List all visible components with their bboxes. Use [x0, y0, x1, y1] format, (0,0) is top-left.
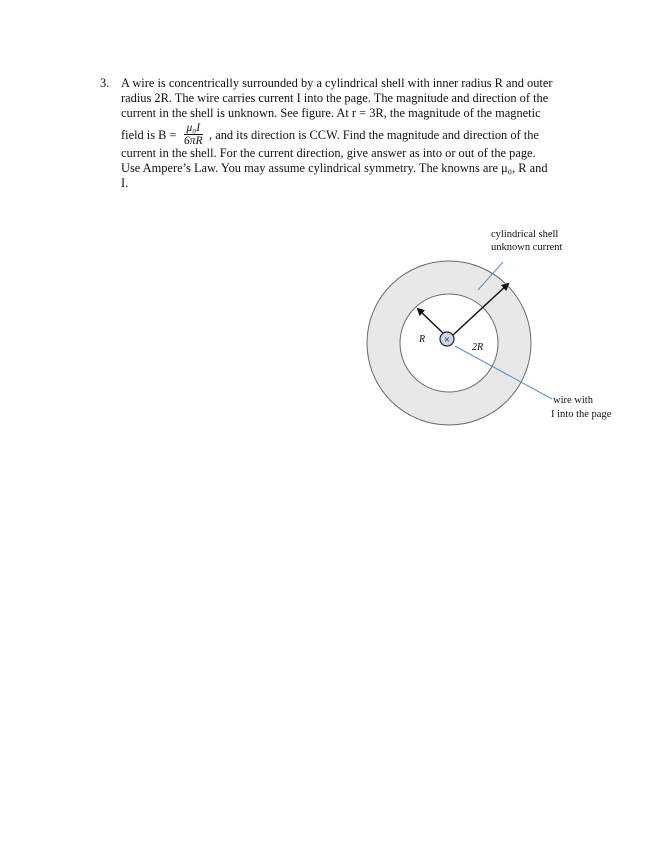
statement-line-3: current in the shell is unknown. See figure. At r = 3R, the magnitude of the magnetic [121, 106, 541, 121]
statement-line-7: I. [121, 175, 129, 190]
wire-label-line-2: I into the page [551, 409, 612, 420]
shell-label-line-1: cylindrical shell [491, 229, 559, 240]
statement-line-5: current in the shell. For the current direction, give answer as into or out of the page. [121, 145, 536, 160]
field-equation-suffix: , and its direction is CCW. Find the magnitude and direction of the [209, 127, 539, 142]
statement-line-6: Use Ampere’s Law. You may assume cylindrical symmetry. The knowns are μ₀, R and [121, 160, 548, 175]
inner-radius-label: R [419, 334, 426, 345]
statement-line-2: radius 2R. The wire carries current I into the page. The magnitude and direction of the [121, 91, 549, 106]
wire-label-line-1: wire with [553, 395, 593, 406]
field-equation-prefix: field is B = [121, 127, 177, 142]
statement-line-1: A wire is concentrically surrounded by a cylindrical shell with inner radius R and outer [121, 76, 553, 90]
fraction-denominator: 6πR [184, 134, 203, 147]
wire-into-page-icon: × [444, 335, 450, 346]
shell-label-line-2: unknown current [491, 242, 563, 253]
fraction-numerator: μ₀I [184, 122, 203, 135]
outer-radius-label: 2R [472, 342, 484, 353]
problem-number: 3. [100, 76, 110, 90]
